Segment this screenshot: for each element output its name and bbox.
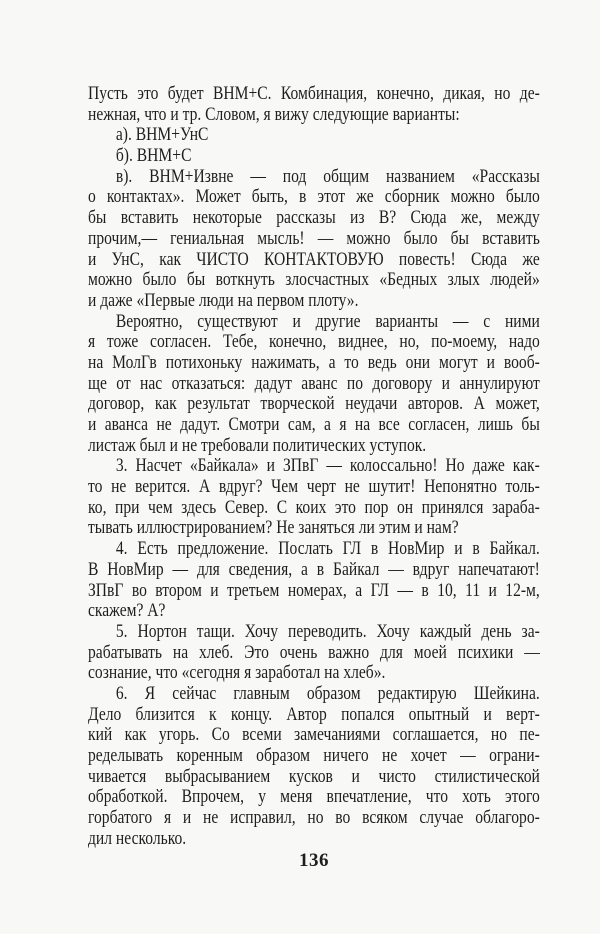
text-line: договор, как результат творческой неудачи авторов. А может,	[88, 393, 540, 415]
text-line: скажем? А?	[88, 600, 166, 622]
text-line: кий как угорь. Со всеми замечаниями соглашается, но пе-	[88, 724, 540, 746]
text-line: тывать иллюстрированием? Не заняться ли этим и нам?	[88, 517, 459, 539]
text-line: 3. Насчет «Байкала» и ЗПвГ — колоссально! Но даже как-	[115, 455, 540, 477]
text-line: листаж был и не требовали политических уступок.	[88, 434, 427, 456]
text-line: и УнС, как ЧИСТО КОНТАКТОВУЮ повесть! Сюда же	[88, 248, 540, 270]
text-line: и даже «Первые люди на первом плоту».	[88, 289, 359, 311]
text-line: обработкой. Впрочем, у меня впечатление, что хоть этого	[88, 786, 540, 808]
text-line: Пусть это будет ВНМ+С. Комбинация, конечно, дикая, но де-	[88, 83, 540, 104]
text-block	[88, 84, 540, 849]
text-line: о контактах». Может быть, в этот же сборник можно было	[88, 186, 540, 208]
text-line: то не верится. А вдруг? Чем черт не шутит! Непонятно толь-	[88, 476, 540, 498]
text-line: прочим,— гениальная мысль! — можно было бы вставить	[88, 227, 540, 249]
text-line: б). ВНМ+С	[115, 145, 192, 167]
text-line: ЗПвГ во втором и третьем номерах, а ГЛ — в 10, 11 и 12-м,	[88, 579, 540, 601]
text-line: а). ВНМ+УнС	[115, 124, 209, 146]
text-line: 5. Нортон тащи. Хочу переводить. Хочу каждый день за-	[115, 620, 540, 642]
text-line: ще от нас отказаться: дадут аванс по договору и аннулируют	[88, 372, 540, 394]
text-line: в). ВНМ+Извне — под общим названием «Рассказы	[115, 165, 540, 187]
text-line: ределывать коренным образом ничего не хочет — ограни-	[88, 745, 540, 766]
text-line: Вероятно, существуют и другие варианты — с ними	[115, 310, 540, 332]
text-line: ко, при чем здесь Север. С коих это пор он принялся зараба-	[88, 496, 540, 518]
text-line: Дело близится к концу. Автор попался опытный и верт-	[88, 703, 540, 725]
text-line: я тоже согласен. Тебе, конечно, виднее, но, по-моему, надо	[88, 331, 540, 353]
text-line: 6. Я сейчас главным образом редактирую Шейкина.	[115, 682, 540, 704]
text-line: можно было бы воткнуть злосчастных «Бедных злых людей»	[88, 269, 540, 291]
text-line: горбатого я и не исправил, но во всяком случае облагоро-	[88, 807, 540, 829]
text-line: на МолГв потихоньку нажимать, а то ведь они могут и вооб-	[88, 351, 540, 373]
text-line: рабатывать на хлеб. Это очень важно для моей психики —	[88, 641, 540, 663]
text-line: чивается выбрасыванием кусков и чисто стилистической	[88, 765, 540, 787]
page-number: 136	[299, 850, 329, 871]
text-line: сознание, что «сегодня я заработал на хлеб».	[88, 662, 386, 684]
text-line: дил несколько.	[88, 827, 187, 849]
text-line: 4. Есть предложение. Послать ГЛ в НовМир и в Байкал.	[115, 538, 540, 560]
text-line: бы вставить некоторые рассказы из В? Сюда же, между	[88, 207, 540, 229]
text-line: В НовМир — для сведения, а в Байкал — вдруг напечатают!	[88, 558, 540, 580]
text-line: и аванса не дадут. Смотри сам, а я на все согласен, лишь бы	[88, 414, 540, 435]
text-line: нежная, что и тр. Словом, я вижу следующие варианты:	[88, 103, 460, 125]
